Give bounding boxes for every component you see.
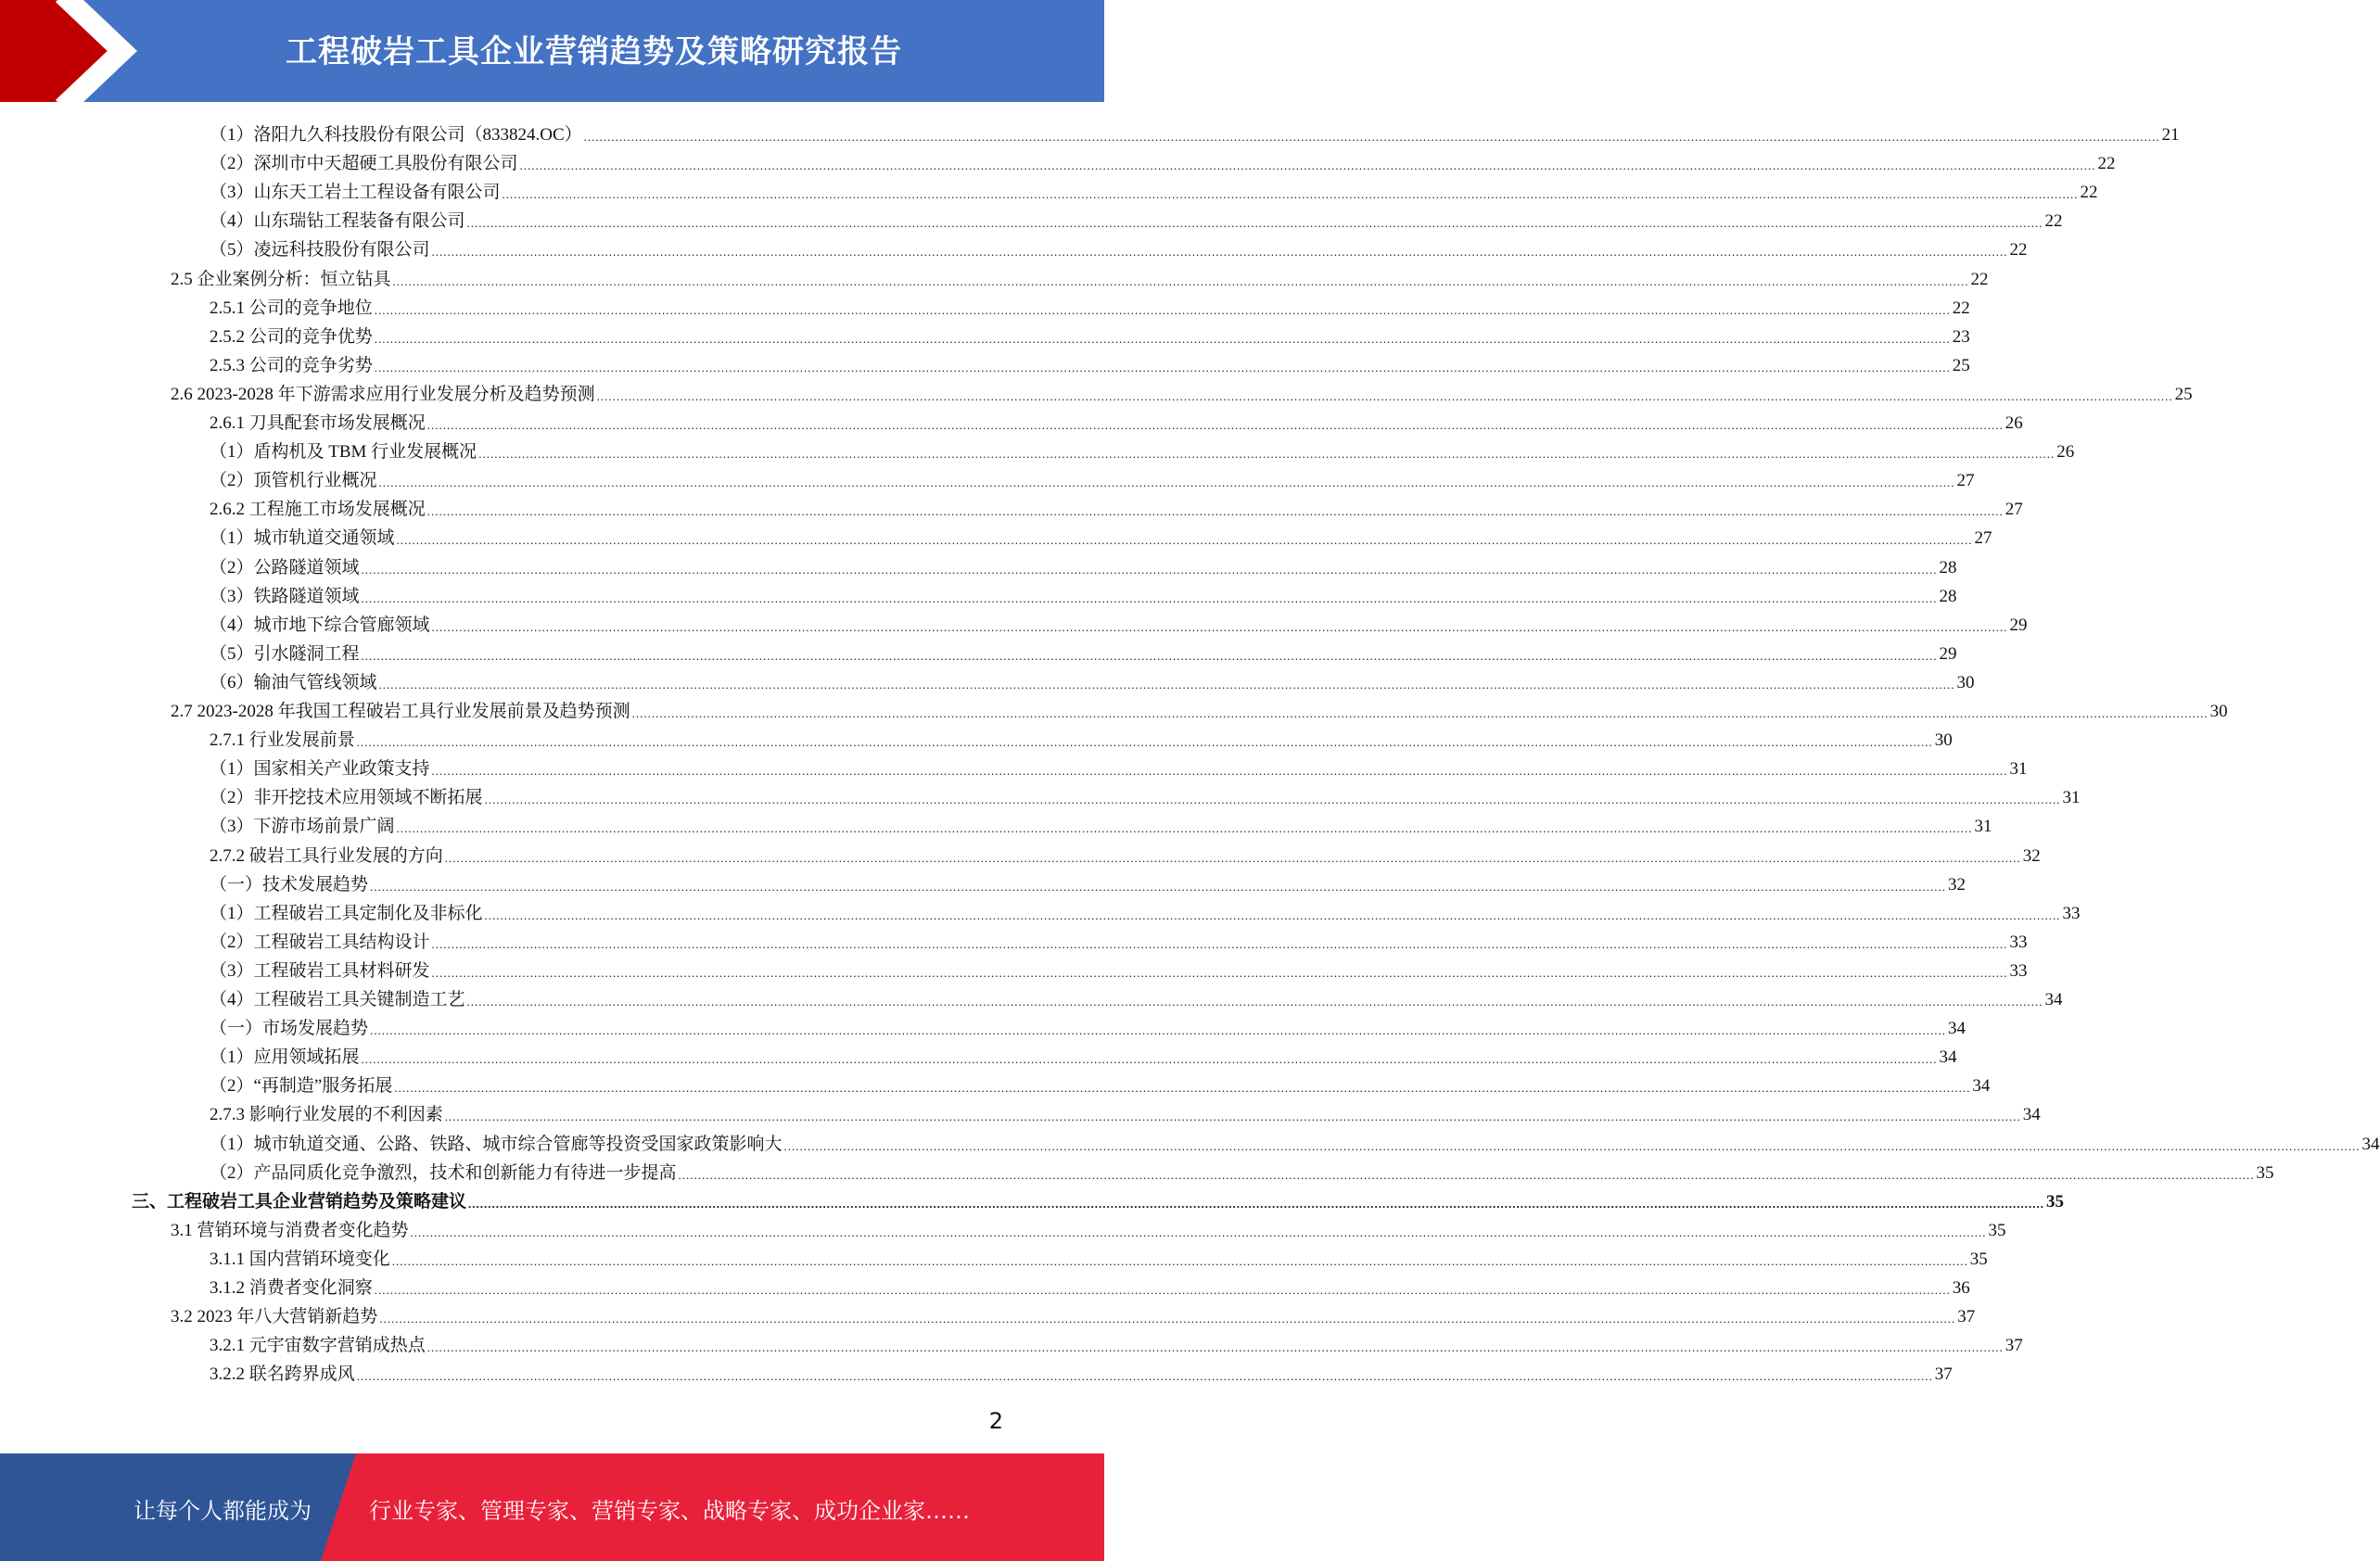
toc-entry-title: （6）输油气管线领域 [210,673,377,692]
toc-leader-dots: ................................................................................................................................................................................................................................................................................................................................................................................................................ [356,1369,1933,1383]
page-header [0,0,1104,102]
toc-leader-dots: ................................................................................................................................................................................................................................................................................................................................................................................................................ [466,995,2043,1009]
toc-entry-title: （1）城市轨道交通领域 [210,528,395,548]
toc-entry-title: （3）工程破岩工具材料研发 [210,961,430,981]
toc-entry-page: 21 [2161,125,2180,145]
toc-leader-dots: ................................................................................................................................................................................................................................................................................................................................................................................................................ [374,303,1951,317]
toc-entry[interactable] [210,666,1975,694]
toc-entry[interactable] [210,492,2023,521]
toc-leader-dots: ................................................................................................................................................................................................................................................................................................................................................................................................................ [426,504,2004,518]
toc-leader-dots: ................................................................................................................................................................................................................................................................................................................................................................................................................ [374,1283,1951,1297]
toc-leader-dots: ................................................................................................................................................................................................................................................................................................................................................................................................................ [478,447,2055,461]
toc-entry[interactable] [210,204,2063,233]
toc-entry[interactable] [210,1069,1991,1098]
toc-entry-page: 22 [1970,270,1989,289]
toc-entry-title: （一）技术发展趋势 [210,875,369,895]
toc-entry[interactable] [210,780,2081,809]
toc-entry[interactable] [210,175,2098,204]
toc-entry[interactable] [210,868,1966,896]
toc-leader-dots: ................................................................................................................................................................................................................................................................................................................................................................................................................ [378,678,1955,692]
toc-leader-dots: ................................................................................................................................................................................................................................................................................................................................................................................................................ [431,764,2008,778]
toc-entry[interactable] [210,925,2028,954]
toc-leader-dots: ................................................................................................................................................................................................................................................................................................................................................................................................................ [431,966,2008,980]
toc-entry-title: 2.6.2 工程施工市场发展概况 [210,500,426,519]
toc-entry[interactable] [210,463,1975,492]
toc-leader-dots: ................................................................................................................................................................................................................................................................................................................................................................................................................ [468,1197,2045,1211]
toc-entry-page: 22 [1952,298,1970,318]
toc-entry-title: （1）洛阳九久科技股份有限公司（833824.OC） [210,125,582,145]
toc-leader-dots: ................................................................................................................................................................................................................................................................................................................................................................................................................ [396,533,1973,547]
toc-entry-page: 30 [1956,673,1975,692]
toc-entry[interactable] [210,521,1992,550]
toc-entry-title: （5）引水隧洞工程 [210,644,360,664]
toc-entry-page: 30 [1934,730,1953,750]
toc-entry-page: 28 [1939,587,1957,606]
toc-entry-title: （4）城市地下综合管廊领域 [210,616,430,635]
toc-entry-title: （2）产品同质化竞争激烈，技术和创新能力有待进一步提高 [210,1163,677,1183]
toc-leader-dots: ................................................................................................................................................................................................................................................................................................................................................................................................................ [379,1312,1956,1326]
toc-entry-page: 22 [2044,211,2063,231]
toc-entry-page: 27 [2005,500,2023,519]
toc-entry-title: （1）盾构机及 TBM 行业发展概况 [210,442,477,462]
toc-entry-page: 36 [1952,1278,1970,1298]
toc-entry-title: 3.1.1 国内营销环境变化 [210,1250,390,1269]
toc-entry-title: （4）山东瑞钻工程装备有限公司 [210,211,465,231]
toc-entry-page: 27 [1956,471,1975,490]
toc-entry-title: （2）工程破岩工具结构设计 [210,933,430,952]
toc-entry-title: 2.5 企业案例分析：恒立钻具 [171,270,391,289]
toc-entry[interactable] [210,320,1970,349]
toc-leader-dots: ................................................................................................................................................................................................................................................................................................................................................................................................................ [583,130,2160,144]
toc-entry[interactable] [171,1213,2006,1242]
toc-entry-page: 32 [1948,875,1966,895]
toc-entry[interactable] [132,1185,2065,1213]
toc-entry-title: 2.5.3 公司的竞争劣势 [210,356,373,375]
toc-entry-title: （1）工程破岩工具定制化及非标化 [210,904,483,923]
toc-entry-title: （2）公路隧道领域 [210,558,360,577]
toc-entry-page: 34 [2044,990,2063,1009]
page-footer [0,1453,1104,1561]
toc-entry-title: 2.7.2 破岩工具行业发展的方向 [210,846,443,866]
toc-entry-title: 2.7.3 影响行业发展的不利因素 [210,1105,443,1124]
toc-entry[interactable] [210,1357,1953,1386]
toc-entry-title: （一）市场发展趋势 [210,1019,369,1038]
toc-entry[interactable] [210,1127,2380,1156]
toc-entry-page: 34 [1972,1076,1991,1096]
toc-leader-dots: ................................................................................................................................................................................................................................................................................................................................................................................................................ [374,332,1951,346]
toc-entry[interactable] [210,579,1957,608]
toc-entry-page: 22 [2080,183,2098,202]
toc-leader-dots: ................................................................................................................................................................................................................................................................................................................................................................................................................ [484,908,2061,922]
toc-entry-page: 29 [2009,616,2028,635]
toc-entry-page: 35 [1988,1221,2006,1240]
toc-entry-title: （2）顶管机行业概况 [210,471,377,490]
toc-entry-page: 25 [2174,385,2193,404]
toc-entry-page: 35 [2046,1192,2065,1212]
toc-leader-dots: ................................................................................................................................................................................................................................................................................................................................................................................................................ [444,851,2021,865]
toc-entry-title: 3.1.2 消费者变化洞察 [210,1278,373,1298]
toc-entry-page: 33 [2009,933,2028,952]
toc-entry-title: （1）城市轨道交通、公路、铁路、城市综合管廊等投资受国家政策影响大 [210,1135,783,1154]
toc-entry-page: 29 [1939,644,1957,664]
toc-leader-dots: ................................................................................................................................................................................................................................................................................................................................................................................................................ [394,1081,1971,1095]
toc-entry-page: 34 [1948,1019,1966,1038]
toc-entry-title: （4）工程破岩工具关键制造工艺 [210,990,465,1009]
toc-entry[interactable] [210,349,1970,377]
toc-entry-title: （5）凌远科技股份有限公司 [210,240,430,260]
toc-leader-dots: ................................................................................................................................................................................................................................................................................................................................................................................................................ [631,706,2208,720]
toc-leader-dots: ................................................................................................................................................................................................................................................................................................................................................................................................................ [426,1340,2004,1354]
toc-entry-page: 23 [1952,327,1970,347]
toc-entry-page: 33 [2009,961,2028,981]
footer-slogan-left: 让每个人都能成为 [134,1498,312,1524]
toc-entry-title: （3）下游市场前景广阔 [210,817,395,836]
toc-leader-dots: ................................................................................................................................................................................................................................................................................................................................................................................................................ [391,1254,1968,1268]
toc-entry[interactable] [210,1242,1988,1271]
toc-leader-dots: ................................................................................................................................................................................................................................................................................................................................................................................................................ [361,591,1938,605]
toc-entry-title: （3）山东天工岩土工程设备有限公司 [210,183,501,202]
toc-entry-title: 2.7.1 行业发展前景 [210,730,355,750]
toc-entry-page: 26 [2056,442,2075,462]
toc-entry-title: 2.6 2023-2028 年下游需求应用行业发展分析及趋势预测 [171,385,595,404]
toc-entry-title: 三、工程破岩工具企业营销趋势及策略建议 [132,1192,467,1212]
toc-entry-title: （1）应用领域拓展 [210,1047,360,1067]
toc-entry-title: 3.2.1 元宇宙数字营销成热点 [210,1336,426,1355]
toc-entry-page: 37 [1934,1364,1953,1384]
toc-entry[interactable] [171,377,2193,406]
toc-leader-dots: ................................................................................................................................................................................................................................................................................................................................................................................................................ [361,1052,1938,1066]
toc-leader-dots: ................................................................................................................................................................................................................................................................................................................................................................................................................ [431,245,2008,259]
toc-entry-page: 31 [1974,817,1992,836]
toc-entry[interactable] [171,694,2228,723]
toc-entry[interactable] [210,896,2081,925]
toc-entry[interactable] [210,146,2116,175]
toc-entry-page: 37 [2005,1336,2023,1355]
toc-leader-dots: ................................................................................................................................................................................................................................................................................................................................................................................................................ [466,216,2043,230]
toc-leader-dots: ................................................................................................................................................................................................................................................................................................................................................................................................................ [378,476,1955,489]
toc-entry-page: 31 [2009,759,2028,779]
toc-entry[interactable] [210,118,2180,146]
toc-entry[interactable] [210,1098,2041,1126]
toc-leader-dots: ................................................................................................................................................................................................................................................................................................................................................................................................................ [431,620,2008,634]
toc-entry[interactable] [210,954,2028,983]
toc-entry-title: 2.5.1 公司的竞争地位 [210,298,373,318]
toc-entry[interactable] [210,1040,1957,1069]
toc-leader-dots: ................................................................................................................................................................................................................................................................................................................................................................................................................ [783,1139,2361,1153]
toc-leader-dots: ................................................................................................................................................................................................................................................................................................................................................................................................................ [356,735,1933,749]
toc-entry-title: 2.7 2023-2028 年我国工程破岩工具行业发展前景及趋势预测 [171,702,630,721]
toc-leader-dots: ................................................................................................................................................................................................................................................................................................................................................................................................................ [444,1110,2021,1123]
toc-leader-dots: ................................................................................................................................................................................................................................................................................................................................................................................................................ [361,649,1938,663]
toc-leader-dots: ................................................................................................................................................................................................................................................................................................................................................................................................................ [678,1168,2255,1182]
toc-leader-dots: ................................................................................................................................................................................................................................................................................................................................................................................................................ [396,821,1973,835]
toc-entry-title: 3.2.2 联名跨界成风 [210,1364,355,1384]
toc-leader-dots: ................................................................................................................................................................................................................................................................................................................................................................................................................ [392,274,1969,288]
toc-entry[interactable] [210,233,2028,261]
toc-leader-dots: ................................................................................................................................................................................................................................................................................................................................................................................................................ [596,389,2173,403]
toc-entry[interactable] [210,983,2063,1011]
toc-entry-title: 3.2 2023 年八大营销新趋势 [171,1307,378,1326]
toc-entry[interactable] [171,262,1989,291]
toc-leader-dots: ................................................................................................................................................................................................................................................................................................................................................................................................................ [370,880,1947,894]
toc-entry[interactable] [210,1156,2274,1185]
toc-entry-page: 32 [2022,846,2041,866]
toc-entry-page: 30 [2209,702,2228,721]
toc-entry-page: 22 [2097,154,2116,173]
toc-entry[interactable] [210,1328,2023,1357]
toc-entry-page: 34 [2022,1105,2041,1124]
toc-entry-page: 35 [2256,1163,2274,1183]
toc-leader-dots: ................................................................................................................................................................................................................................................................................................................................................................................................................ [361,563,1938,577]
toc-leader-dots: ................................................................................................................................................................................................................................................................................................................................................................................................................ [502,187,2079,201]
toc-entry[interactable] [171,1300,1976,1328]
toc-entry-page: 34 [2361,1135,2380,1154]
toc-entry[interactable] [210,291,1970,320]
toc-entry[interactable] [210,637,1957,666]
toc-leader-dots: ................................................................................................................................................................................................................................................................................................................................................................................................................ [370,1023,1947,1037]
toc-leader-dots: ................................................................................................................................................................................................................................................................................................................................................................................................................ [519,159,2096,172]
toc-entry[interactable] [210,406,2023,435]
toc-entry-title: 2.5.2 公司的竞争优势 [210,327,373,347]
page-number: 2 [988,1408,1003,1434]
toc-entry-title: 2.6.1 刀具配套市场发展概况 [210,413,426,433]
toc-entry-page: 25 [1952,356,1970,375]
toc-entry-page: 27 [1974,528,1992,548]
toc-entry-title: （2）深圳市中天超硬工具股份有限公司 [210,154,518,173]
toc-entry-page: 37 [1957,1307,1976,1326]
toc-entry[interactable] [210,435,2075,463]
toc-leader-dots: ................................................................................................................................................................................................................................................................................................................................................................................................................ [374,361,1951,374]
footer-slogan-right: 行业专家、管理专家、营销专家、战略专家、成功企业家…… [369,1498,970,1524]
toc-entry-page: 26 [2005,413,2023,433]
toc-entry-page: 33 [2062,904,2081,923]
toc-leader-dots: ................................................................................................................................................................................................................................................................................................................................................................................................................ [484,793,2061,806]
toc-entry-page: 31 [2062,788,2081,807]
toc-entry[interactable] [210,608,2028,637]
toc-entry[interactable] [210,839,2041,868]
toc-entry-title: （1）国家相关产业政策支持 [210,759,430,779]
toc-entry-page: 34 [1939,1047,1957,1067]
report-title: 工程破岩工具企业营销趋势及策略研究报告 [286,33,902,70]
toc-entry-page: 22 [2009,240,2028,260]
toc-leader-dots: ................................................................................................................................................................................................................................................................................................................................................................................................................ [426,418,2004,432]
toc-leader-dots: ................................................................................................................................................................................................................................................................................................................................................................................................................ [410,1225,1987,1239]
toc-entry[interactable] [210,551,1957,579]
toc-entry[interactable] [210,752,2028,780]
toc-leader-dots: ................................................................................................................................................................................................................................................................................................................................................................................................................ [431,937,2008,951]
toc-entry[interactable] [210,809,1992,838]
toc-entry-title: （2）“再制造”服务拓展 [210,1076,393,1096]
toc-entry-page: 35 [1969,1250,1988,1269]
toc-entry-title: 3.1 营销环境与消费者变化趋势 [171,1221,409,1240]
toc-entry[interactable] [210,1011,1966,1040]
toc-entry[interactable] [210,1271,1970,1300]
toc-entry-title: （2）非开挖技术应用领域不断拓展 [210,788,483,807]
toc-entry[interactable] [210,723,1953,752]
toc-entry-title: （3）铁路隧道领域 [210,587,360,606]
toc-entry-page: 28 [1939,558,1957,577]
